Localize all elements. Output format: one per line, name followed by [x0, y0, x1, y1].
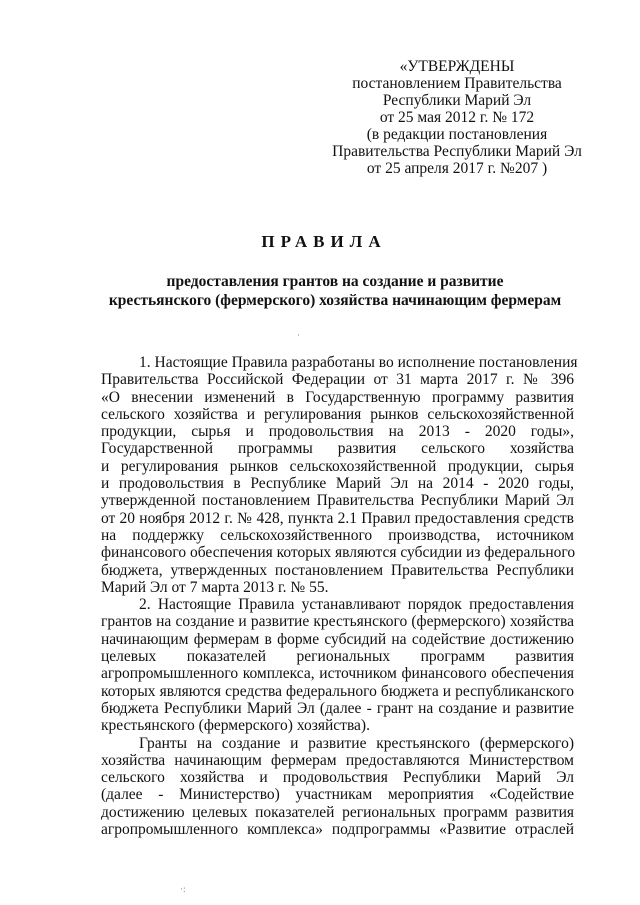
paragraph-line: Правительства Российской Федерации от 31 марта 2017 г. № 396 — [101, 371, 574, 389]
subtitle-line: крестьянского (фермерского) хозяйства начинающим фермерам — [108, 292, 562, 309]
paragraph — [101, 596, 574, 734]
paragraph-line: начинающим фермерам в форме субсидий на содействие достижению — [101, 630, 574, 648]
paragraph-line: 2. Настоящие Правила устанавливают порядок предоставления — [139, 596, 574, 614]
paragraph-line: на поддержку сельскохозяйственного производства, источником — [101, 526, 574, 544]
approval-block — [326, 58, 588, 177]
paragraph-line: агропромышленного комплекса, источником финансового обеспечения — [101, 665, 574, 683]
paragraph-line: от 20 ноября 2012 г. № 428, пункта 2.1 Правил предоставления средств — [101, 509, 574, 527]
paragraph — [101, 735, 574, 839]
scan-speck: · — [297, 330, 300, 340]
paragraph-line: агропромышленного комплекса» подпрограммы «Развитие отраслей — [101, 821, 574, 839]
approval-line: Республики Марий Эл — [382, 92, 532, 109]
document-subtitle — [0, 272, 640, 310]
paragraph-line: «О внесении изменений в Государственную программу развития — [101, 388, 574, 406]
document-body — [101, 354, 578, 839]
paragraph-line: хозяйства начинающим фермерам предоставляются Министерством — [101, 751, 574, 769]
paragraph-line: бюджета, утвержденных постановлением Правительства Республики — [101, 561, 574, 579]
paragraph — [101, 354, 578, 596]
approval-line: постановлением Правительства — [352, 75, 562, 92]
scan-speck: ·: — [180, 884, 186, 894]
document-title: ПРАВИЛА — [261, 232, 387, 251]
paragraph-line: (далее - Министерство) участникам мероприятия «Содействие — [101, 786, 574, 804]
paragraph-line: крестьянского (фермерского) хозяйства). — [101, 717, 370, 735]
approval-line: от 25 мая 2012 г. № 172 — [379, 109, 535, 126]
approval-line: Правительства Республики Марий Эл — [332, 143, 582, 160]
approval-line: от 25 апреля 2017 г. №207 ) — [366, 160, 548, 177]
paragraph-line: Гранты на создание и развитие крестьянского (фермерского) — [139, 734, 574, 752]
paragraph-line: сельского хозяйства и регулирования рынков сельскохозяйственной — [101, 405, 574, 423]
paragraph-line: достижению целевых показателей региональных программ развития — [101, 803, 574, 821]
paragraph-line: которых являются средства федерального бюджета и республиканского — [101, 682, 574, 700]
paragraph-line: продукции, сырья и продовольствия на 2013 - 2020 годы», — [101, 423, 574, 441]
paragraph-line: и регулирования рынков сельскохозяйственной продукции, сырья — [101, 457, 574, 475]
paragraph-line: Марий Эл от 7 марта 2013 г. № 55. — [101, 578, 329, 596]
paragraph-line: сельского хозяйства и продовольствия Республики Марий Эл — [101, 769, 574, 787]
subtitle-line: предоставления грантов на создание и развитие — [166, 273, 504, 290]
paragraph-line: финансового обеспечения которых являются субсидии из федерального — [101, 544, 576, 562]
paragraph-line: Государственной программы развития сельского хозяйства — [101, 440, 574, 458]
paragraph-line: и продовольствия в Республике Марий Эл на 2014 - 2020 годы, — [101, 475, 574, 493]
paragraph-line: утвержденной постановлением Правительства Республики Марий Эл — [101, 492, 574, 510]
paragraph-line: 1. Настоящие Правила разработаны во исполнение постановления — [139, 354, 578, 371]
paragraph-line: целевых показателей региональных программ развития — [101, 648, 574, 666]
paragraph-line: грантов на создание и развитие крестьянского (фермерского) хозяйства — [101, 613, 574, 631]
approval-line: «УТВЕРЖДЕНЫ — [399, 58, 515, 75]
paragraph-line: бюджета Республики Марий Эл (далее - грант на создание и развитие — [101, 699, 574, 717]
approval-line: (в редакции постановления — [366, 126, 548, 143]
